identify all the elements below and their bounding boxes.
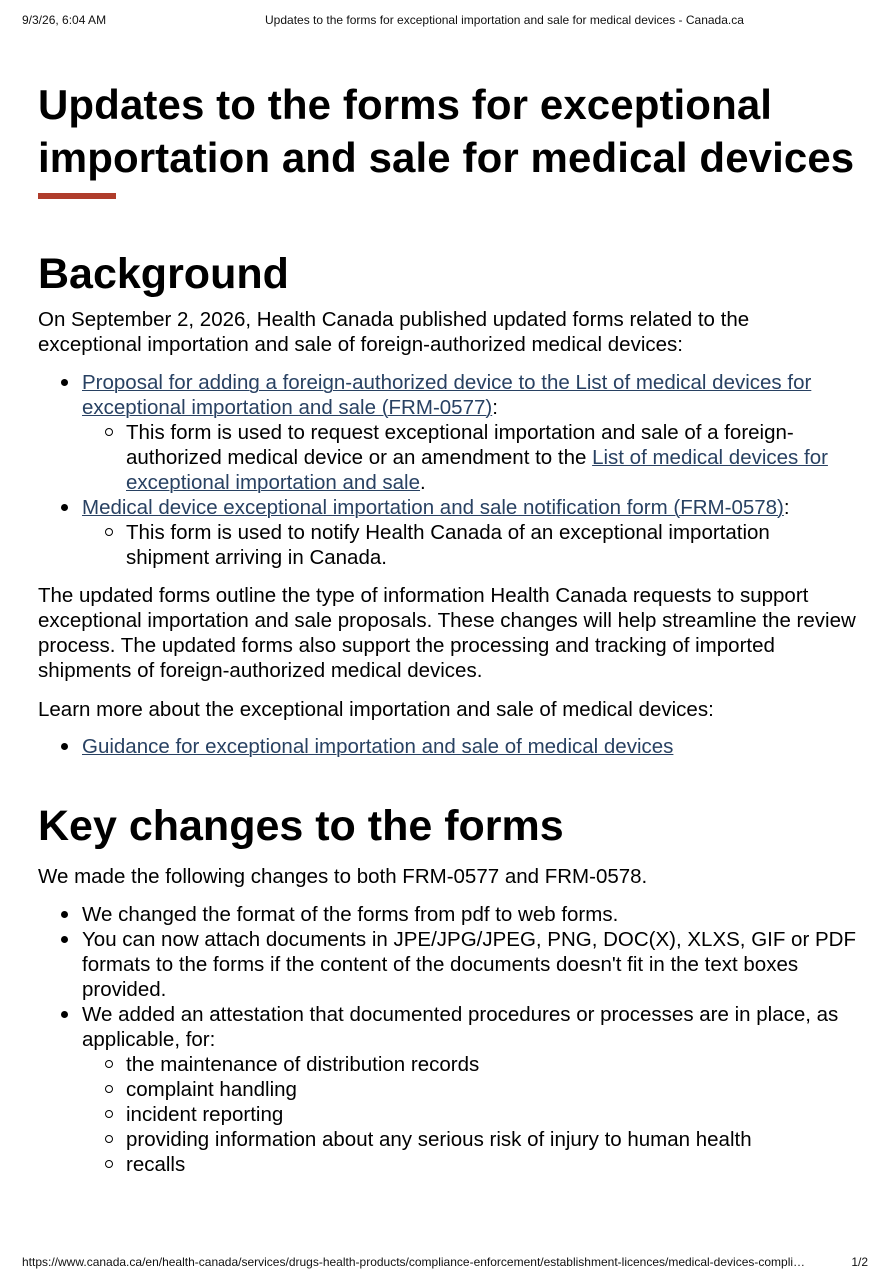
list-item: You can now attach documents in JPE/JPG/JPEG, PNG, DOC(X), XLXS, GIF or PDF formats to the forms if the content of the documents doesn't fit in the text boxes provided.: [38, 927, 858, 1002]
frm-0578-sublist: [82, 520, 858, 570]
key-changes-list: [38, 902, 858, 1177]
list-item: the maintenance of distribution records: [82, 1052, 858, 1077]
page-number: 1/2: [851, 1255, 868, 1269]
frm-0577-description-text: This form is used to request exceptional importation and sale of a foreign-authorized medical device or an amendment to the: [126, 421, 794, 469]
list-item-frm-0577: [38, 370, 858, 495]
main-content: [38, 78, 858, 1177]
background-heading: Background: [38, 250, 289, 298]
guidance-link[interactable]: Guidance for exceptional importation and sale of medical devices: [82, 735, 674, 758]
list-item-frm-0578: [38, 495, 858, 570]
updated-forms-paragraph: The updated forms outline the type of information Health Canada requests to support exceptional importation and sale proposals. These changes will help streamline the review process. The updated forms also support the processing and tracking of imported shipments of foreign-authorized medical devices.: [38, 584, 856, 682]
list-item-guidance: [38, 734, 858, 759]
print-page-title: Updates to the forms for exceptional importation and sale for medical devices - Canada.ca: [265, 13, 744, 27]
background-intro: On September 2, 2026, Health Canada published updated forms related to the exceptional importation and sale of foreign-authorized medical devices:: [38, 308, 750, 356]
print-datetime: 9/3/26, 6:04 AM: [22, 13, 107, 27]
list-item: incident reporting: [82, 1102, 858, 1127]
title-underline-bar: [38, 193, 116, 199]
page-title: Updates to the forms for exceptional importation and sale for medical devices: [38, 81, 855, 181]
frm-0577-sublist: [82, 420, 858, 495]
frm-0578-description: [82, 520, 858, 570]
list-item: complaint handling: [82, 1077, 858, 1102]
attestation-sublist: [82, 1052, 858, 1177]
key-changes-intro: We made the following changes to both FRM-0577 and FRM-0578.: [38, 865, 648, 888]
frm-0577-suffix: :: [492, 396, 498, 419]
list-item: recalls: [82, 1152, 858, 1177]
forms-list: [38, 370, 858, 570]
attestation-text: We added an attestation that documented procedures or processes are in place, as applicable, for:: [82, 1003, 839, 1051]
list-item-attestation: [38, 1002, 858, 1177]
frm-0578-suffix: :: [783, 496, 790, 519]
frm-0578-link[interactable]: Medical device exceptional importation and sale notification form (FRM-0578): [82, 496, 784, 519]
key-changes-heading: Key changes to the forms: [38, 802, 564, 850]
frm-0577-description-suffix: .: [420, 471, 426, 494]
frm-0577-link[interactable]: Proposal for adding a foreign-authorized device to the List of medical devices for exceptional importation and sale (FRM-0577): [82, 371, 812, 419]
list-of-medical-devices-link[interactable]: List of medical devices for exceptional importation and sale: [126, 446, 828, 494]
print-header: [22, 12, 874, 28]
print-footer: [22, 1254, 874, 1270]
guidance-list: [38, 734, 858, 759]
learn-more-text: Learn more about the exceptional importation and sale of medical devices:: [38, 698, 714, 721]
print-url: https://www.canada.ca/en/health-canada/services/drugs-health-products/compliance-enforcement/establishment-licences/medical-devices-compli…: [22, 1255, 806, 1269]
frm-0577-description: [82, 420, 858, 495]
list-item: providing information about any serious risk of injury to human health: [82, 1127, 858, 1152]
list-item: We changed the format of the forms from pdf to web forms.: [38, 902, 858, 927]
frm-0578-description-text: This form is used to notify Health Canada of an exceptional importation shipment arriving in Canada.: [126, 521, 770, 569]
